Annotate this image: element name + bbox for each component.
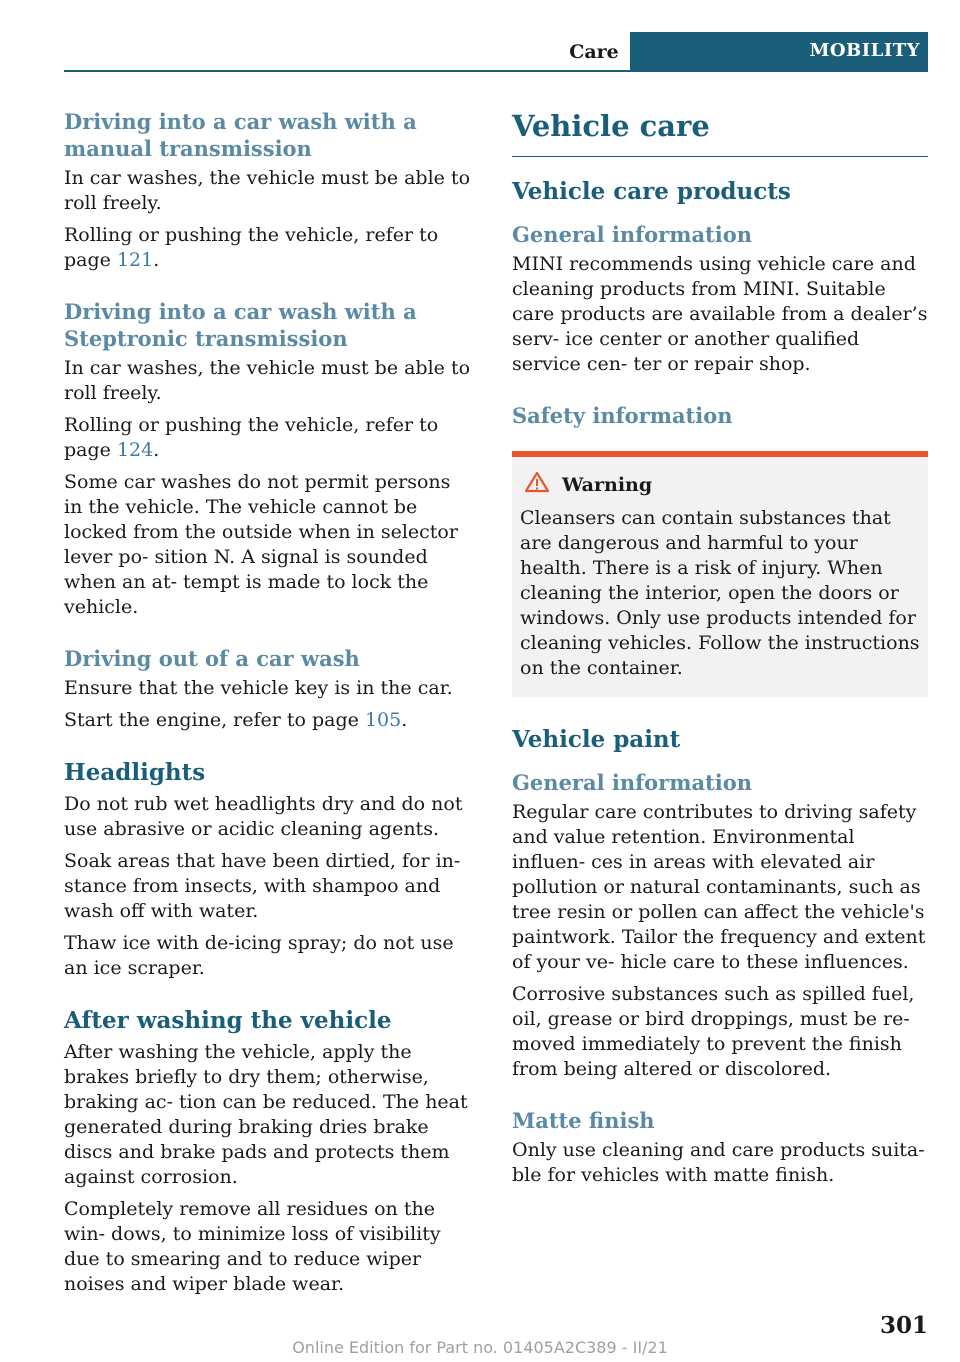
heading-general-information: General information — [512, 770, 753, 795]
paragraph: MINI recommends using vehicle care and cleaning products from MINI. Suitable care products are available from a dealer’s serv- ice center or another qualified service cen- ter or repair shop. — [512, 253, 928, 375]
heading-general-information: General information — [512, 222, 753, 247]
header-chapter-tab: MOBILITY — [630, 32, 928, 70]
paragraph — [64, 708, 474, 733]
warning-triangle-icon — [524, 471, 550, 500]
heading-steptronic-transmission: Driving into a car wash with a Steptronic transmission — [64, 299, 417, 351]
page-link-105[interactable]: 105 — [364, 709, 402, 731]
heading-driving-out: Driving out of a car wash — [64, 646, 360, 671]
heading-after-washing: After washing the vehicle — [64, 1007, 392, 1034]
left-column — [64, 108, 474, 1304]
page-link-124[interactable]: 124 — [116, 439, 154, 461]
heading-vehicle-care-products: Vehicle care products — [512, 178, 791, 205]
paragraph: Do not rub wet headlights dry and do not use abrasive or acidic cleaning agents. — [64, 793, 463, 840]
heading-safety-information: Safety information — [512, 403, 733, 428]
paragraph: Completely remove all residues on the win- dows, to minimize loss of visibility due to smearing and to reduce wiper noises and wiper blade wear. — [64, 1198, 441, 1295]
warning-text: Cleansers can contain substances that are dangerous and harmful to your health. There is a risk of injury. When cleaning the interior, open the doors or windows. Only use products intended for cleaning vehicles. Follow the instructions on the container. — [520, 507, 920, 679]
heading-headlights: Headlights — [64, 759, 206, 786]
paragraph: After washing the vehicle, apply the brakes briefly to dry them; otherwise, braking ac- tion can be reduced. The heat generated during braking dries brake discs and brake pads and protects them against corrosion. — [64, 1041, 468, 1188]
header-rule — [64, 70, 928, 72]
page-number: 301 — [880, 1312, 929, 1339]
paragraph: In car washes, the vehicle must be able to roll freely. — [64, 357, 471, 404]
paragraph: Ensure that the vehicle key is in the car. — [64, 677, 453, 699]
text: . — [401, 709, 408, 731]
section-rule — [512, 156, 928, 157]
paragraph — [64, 223, 474, 273]
paragraph: In car washes, the vehicle must be able to roll freely. — [64, 167, 471, 214]
heading-vehicle-care: Vehicle care — [512, 109, 710, 143]
warning-box — [512, 451, 928, 697]
text: . — [153, 249, 160, 271]
paragraph: Soak areas that have been dirtied, for in- stance from insects, with shampoo and wash off with water. — [64, 850, 461, 922]
warning-header — [524, 471, 920, 500]
text: . — [153, 439, 160, 461]
right-column — [512, 108, 928, 1195]
page-link-121[interactable]: 121 — [116, 249, 154, 271]
warning-title: Warning — [562, 474, 653, 496]
paragraph: Some car washes do not permit persons in the vehicle. The vehicle cannot be locked from the outside when in selector lever po- sition N. A signal is sounded when an at- tempt is made to lock the vehicle. — [64, 471, 458, 618]
paragraph: Corrosive substances such as spilled fuel, oil, grease or bird droppings, must be re- moved immediately to prevent the finish from being altered or discolored. — [512, 983, 915, 1080]
header-section-label: Care — [569, 41, 619, 63]
heading-vehicle-paint: Vehicle paint — [512, 726, 681, 753]
footer-edition: Online Edition for Part no. 01405A2C389 - II/21 — [292, 1338, 668, 1357]
paragraph: Regular care contributes to driving safety and value retention. Environmental influen- ces in areas with elevated air pollution or natural contaminants, such as tree resin or pollen can affect the vehicle's paintwork. Tailor the frequency and extent of your ve- hicle care to these influences. — [512, 801, 926, 973]
heading-matte-finish: Matte finish — [512, 1108, 655, 1133]
paragraph: Thaw ice with de-icing spray; do not use an ice scraper. — [64, 932, 454, 979]
text: Rolling or pushing the vehicle, refer to page — [64, 224, 439, 271]
paragraph: Only use cleaning and care products suita- ble for vehicles with matte finish. — [512, 1139, 925, 1186]
text: Start the engine, refer to page — [64, 709, 365, 731]
paragraph — [64, 413, 474, 463]
text: Rolling or pushing the vehicle, refer to page — [64, 414, 439, 461]
heading-manual-transmission: Driving into a car wash with a manual transmission — [64, 109, 417, 161]
